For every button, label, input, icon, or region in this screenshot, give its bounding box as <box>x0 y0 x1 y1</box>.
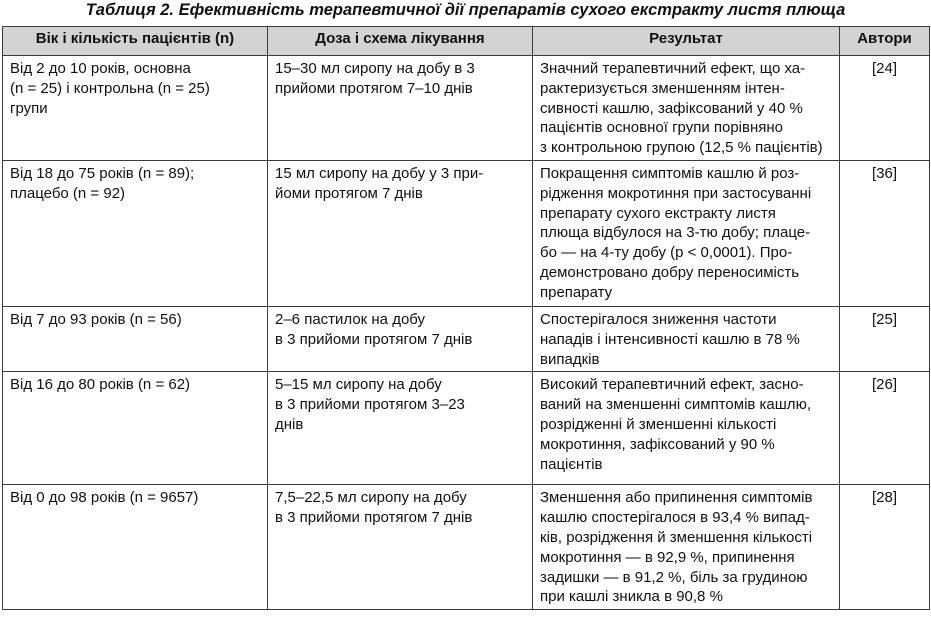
cell-result: Покращення симптомів кашлю й роз- рідження мокротиння при застосуванні препарату сухого екстракту листя плюща відбулося на 3-тю добу; плаце- бо — на 4-ту добу (р < 0,0001). Про- демонстровано добру переносимість препарату <box>533 160 840 306</box>
cell-dose: 15–30 мл сиропу на добу в 3 прийоми протягом 7–10 днів <box>268 56 533 161</box>
cell-age: Від 18 до 75 років (n = 89); плацебо (n = 92) <box>3 160 268 306</box>
cell-age: Від 2 до 10 років, основна (n = 25) і контрольна (n = 25) групи <box>3 56 268 161</box>
table-row <box>3 485 930 610</box>
cell-result: Високий терапевтичний ефект, засно- ваний на зменшенні симптомів кашлю, розрідженні й зменшенні кількості мокротиння, зафіксований у 90 % пацієнтів <box>533 372 840 485</box>
cell-age: Від 16 до 80 років (n = 62) <box>3 372 268 485</box>
header-authors: Автори <box>840 27 930 56</box>
cell-result: Спостерігалося зниження частоти нападів і інтенсивності кашлю в 78 % випадків <box>533 306 840 371</box>
header-age: Вік і кількість пацієнтів (n) <box>3 27 268 56</box>
header-dose: Доза і схема лікування <box>268 27 533 56</box>
table-row <box>3 160 930 306</box>
efficacy-table <box>2 26 930 610</box>
cell-authors: [24] <box>840 56 930 161</box>
cell-authors: [36] <box>840 160 930 306</box>
cell-dose: 5–15 мл сиропу на добу в 3 прийоми протягом 3–23 днів <box>268 372 533 485</box>
table-caption: Таблиця 2. Ефективність терапевтичної дії препаратів сухого екстракту листя плюща <box>85 1 846 19</box>
cell-age: Від 0 до 98 років (n = 9657) <box>3 485 268 610</box>
table-row <box>3 56 930 161</box>
cell-authors: [25] <box>840 306 930 371</box>
cell-dose: 7,5–22,5 мл сиропу на добу в 3 прийоми протягом 7 днів <box>268 485 533 610</box>
cell-authors: [26] <box>840 372 930 485</box>
cell-age: Від 7 до 93 років (n = 56) <box>3 306 268 371</box>
cell-result: Зменшення або припинення симптомів кашлю спостерігалося в 93,4 % випад- ків, розрідження й зменшення кількості мокротиння — в 92,9 %, припинення задишки — в 91,2 %, біль за грудиною при кашлі зникла в 90,8 % <box>533 485 840 610</box>
header-result: Результат <box>533 27 840 56</box>
header-row <box>3 27 930 56</box>
table-row <box>3 306 930 371</box>
table-row <box>3 372 930 485</box>
cell-dose: 15 мл сиропу на добу у 3 при- йоми протягом 7 днів <box>268 160 533 306</box>
cell-result: Значний терапевтичний ефект, що ха- рактеризується зменшенням інтен- сивності кашлю, зафіксований у 40 % пацієнтів основної групи порівняно з контрольною групою (12,5 % пацієнтів) <box>533 56 840 161</box>
cell-dose: 2–6 пастилок на добу в 3 прийоми протягом 7 днів <box>268 306 533 371</box>
cell-authors: [28] <box>840 485 930 610</box>
